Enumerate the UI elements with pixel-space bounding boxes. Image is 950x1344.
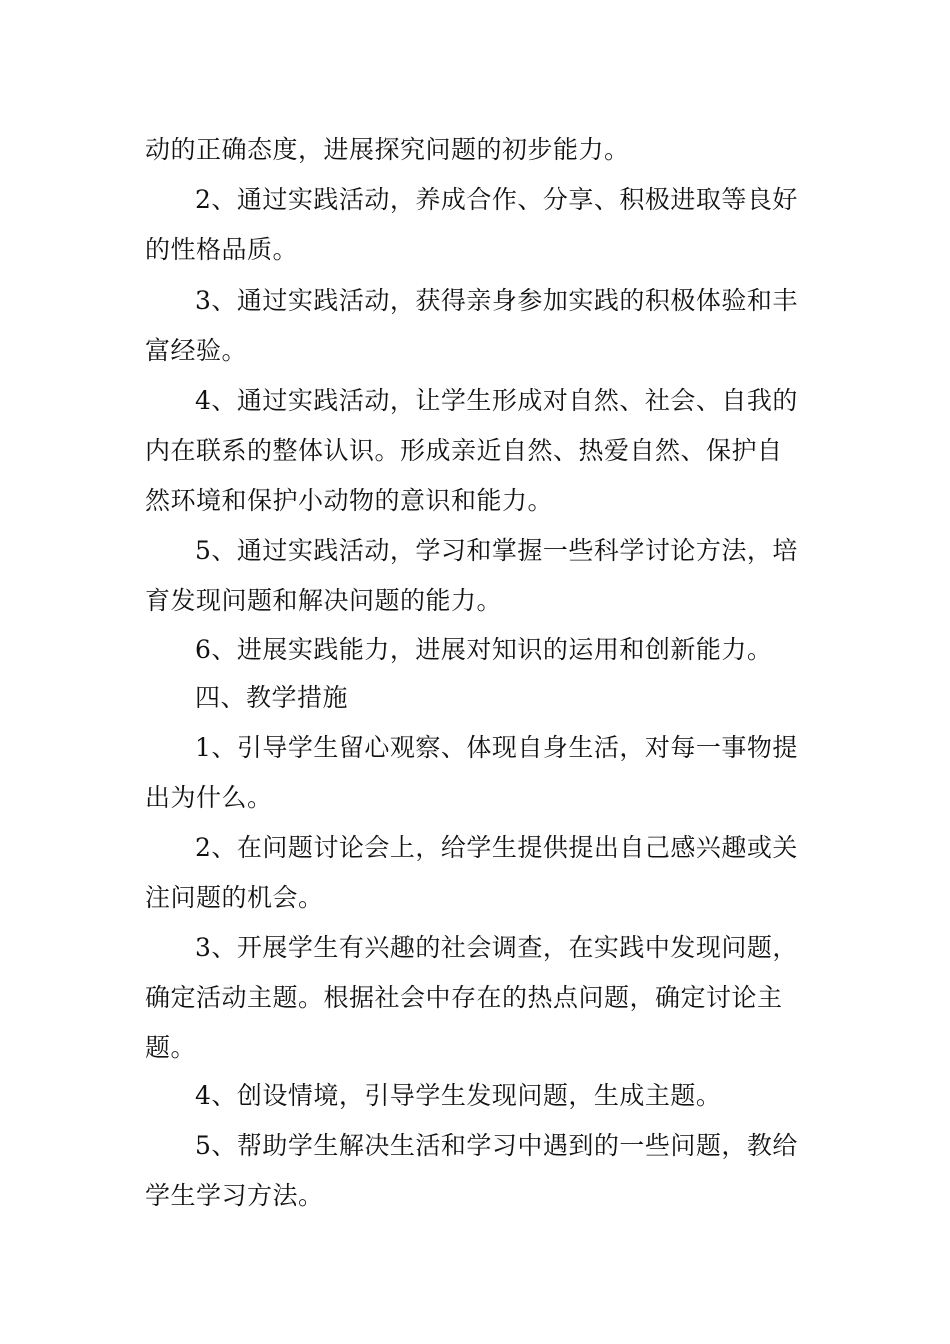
list-item-objective-2: 2、通过实践活动，养成合作、分享、积极进取等良好 [195,185,798,214]
list-item-objective-6: 6、进展实践能力，进展对知识的运用和创新能力。 [195,635,773,664]
text-line: 题。 [145,1033,197,1062]
text-line: 确定活动主题。根据社会中存在的热点问题，确定讨论主 [145,983,783,1012]
text-line: 动的正确态度，进展探究问题的初步能力。 [145,135,630,164]
list-item-objective-4: 4、通过实践活动，让学生形成对自然、社会、自我的 [195,386,798,415]
text-line: 注问题的机会。 [145,883,324,912]
text-line: 内在联系的整体认识。形成亲近自然、热爱自然、保护自 [145,436,783,465]
text-line: 学生学习方法。 [145,1181,324,1210]
list-item-objective-3: 3、通过实践活动，获得亲身参加实践的积极体验和丰 [195,286,798,315]
text-line: 育发现问题和解决问题的能力。 [145,586,503,615]
list-item-measure-3: 3、开展学生有兴趣的社会调查，在实践中发现问题， [195,933,798,962]
list-item-objective-5: 5、通过实践活动，学习和掌握一些科学讨论方法，培 [195,536,798,565]
text-line: 富经验。 [145,336,248,365]
text-line: 然环境和保护小动物的意识和能力。 [145,486,554,515]
text-line: 出为什么。 [145,783,273,812]
text-line: 的性格品质。 [145,235,299,264]
list-item-measure-2: 2、在问题讨论会上，给学生提供提出自己感兴趣或关 [195,833,798,862]
section-heading: 四、教学措施 [195,683,349,712]
list-item-measure-5: 5、帮助学生解决生活和学习中遇到的一些问题，教给 [195,1131,798,1160]
list-item-measure-1: 1、引导学生留心观察、体现自身生活，对每一事物提 [195,733,798,762]
list-item-measure-4: 4、创设情境，引导学生发现问题，生成主题。 [195,1081,722,1110]
